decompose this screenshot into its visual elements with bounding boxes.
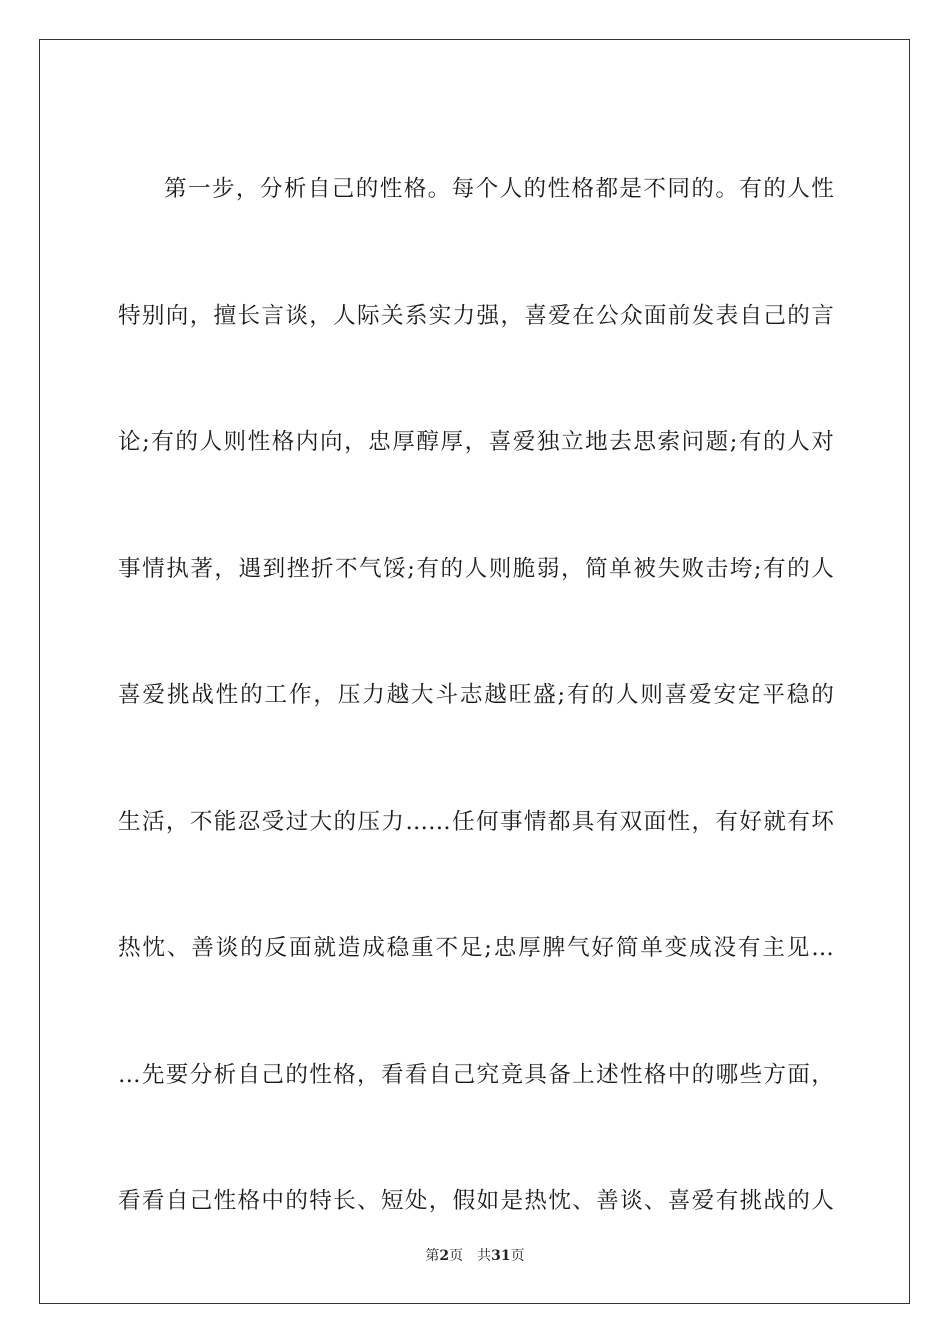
page-footer	[0, 1245, 950, 1265]
page-prefix: 第	[425, 1248, 440, 1264]
page-suffix: 页	[449, 1248, 464, 1264]
text-line: 看看自己性格中的特长、短处，假如是热忱、善谈、喜爱有挑战的人	[118, 1188, 834, 1214]
text-line: …先要分析自己的性格，看看自己究竟具备上述性格中的哪些方面，	[118, 1061, 834, 1088]
body-text	[118, 126, 834, 1265]
text-line: 喜爱挑战性的工作，压力越大斗志越旺盛;有的人则喜爱安定平稳的	[118, 682, 834, 708]
text-line: 特别向，擅长言谈，人际关系实力强，喜爱在公众面前发表自己的言	[118, 302, 834, 329]
text-line: 生活，不能忍受过大的压力……任何事情都具有双面性，有好就有坏	[118, 808, 834, 835]
total-prefix: 共	[477, 1248, 492, 1264]
total-suffix: 页	[510, 1248, 525, 1264]
text-line: 事情执著，遇到挫折不气馁;有的人则脆弱，简单被失败击垮;有的人	[118, 555, 834, 582]
text-line: 论;有的人则性格内向，忠厚醇厚，喜爱独立地去思索问题;有的人对	[118, 429, 834, 455]
page-number: 2	[439, 1248, 450, 1264]
total-pages: 31	[491, 1248, 511, 1264]
text-line: 第一步，分析自己的性格。每个人的性格都是不同的。有的人性	[164, 176, 834, 202]
text-line: 热忱、善谈的反面就造成稳重不足;忠厚脾气好简单变成没有主见…	[118, 935, 834, 961]
